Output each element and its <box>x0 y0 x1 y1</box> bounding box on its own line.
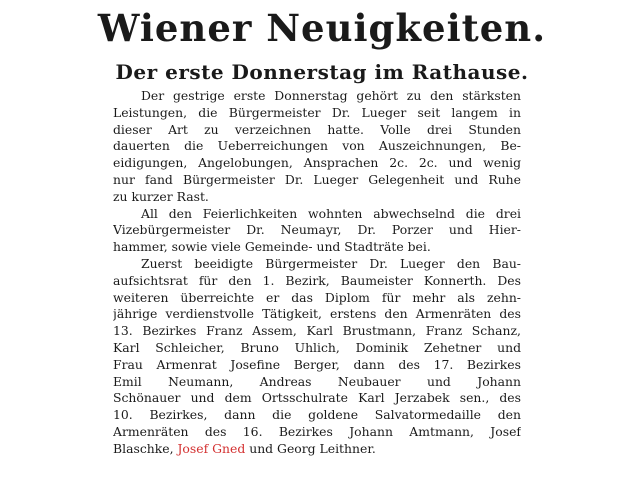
text-line: dieser Art zu verzeichnen hatte. Volle drei Stunden <box>113 121 521 137</box>
text-line: Vizebürgermeister Dr. Neumayr, Dr. Porzer und Hier- <box>113 222 521 238</box>
text-line: Leistungen, die Bürgermeister Dr. Lueger seit langem in <box>113 104 521 120</box>
section-headline: Wiener Neuigkeiten. <box>97 6 547 50</box>
text-line: Emil Neumann, Andreas Neubauer und Johann <box>113 373 521 389</box>
text-line: hammer, sowie viele Gemeinde- und Stadträte bei. <box>113 239 431 255</box>
text-line: eidigungen, Angelobungen, Ansprachen 2c. 2c. und wenig <box>113 155 521 171</box>
text-line: Frau Armenrat Josefine Berger, dann des 17. Bezirkes <box>113 356 521 372</box>
article-title: Der erste Donnerstag im Rathause. <box>115 60 529 84</box>
text-line: 10. Bezirkes, dann die goldene Salvatormedaille den <box>113 407 521 423</box>
text-line: weiteren überreichte er das Diplom für mehr als zehn- <box>113 289 521 305</box>
text-line: nur fand Bürgermeister Dr. Lueger Gelegenheit und Ruhe <box>113 171 521 187</box>
text-line: Zuerst beeidigte Bürgermeister Dr. Lueger den Bau- <box>141 255 521 271</box>
text-line: 13. Bezirkes Franz Assem, Karl Brustmann, Franz Schanz, <box>113 323 521 339</box>
text-line: zu kurzer Rast. <box>113 188 209 204</box>
article-body <box>113 88 521 458</box>
text-fragment: Blaschke, <box>113 440 174 456</box>
text-line: Der gestrige erste Donnerstag gehört zu den stärksten <box>141 88 521 103</box>
text-line: Schönauer und dem Ortsschulrate Karl Jerzabek sen., des <box>113 390 521 406</box>
text-fragment: und Georg Leithner. <box>249 440 376 456</box>
text-line: Karl Schleicher, Bruno Uhlich, Dominik Zehetner und <box>113 339 521 355</box>
text-line: All den Feierlichkeiten wohnten abwechselnd die drei <box>141 205 521 221</box>
highlighted-name: Josef Gned <box>177 440 246 456</box>
text-line-last <box>113 441 521 458</box>
text-line: Armenräten des 16. Bezirkes Johann Amtmann, Josef <box>113 423 521 439</box>
text-line: jährige verdienstvolle Tätigkeit, erstens den Armenräten des <box>113 306 521 322</box>
text-line: aufsichtsrat für den 1. Bezirk, Baumeister Konnerth. Des <box>113 272 521 288</box>
text-line: dauerten die Ueberreichungen von Auszeichnungen, Be- <box>113 138 521 154</box>
